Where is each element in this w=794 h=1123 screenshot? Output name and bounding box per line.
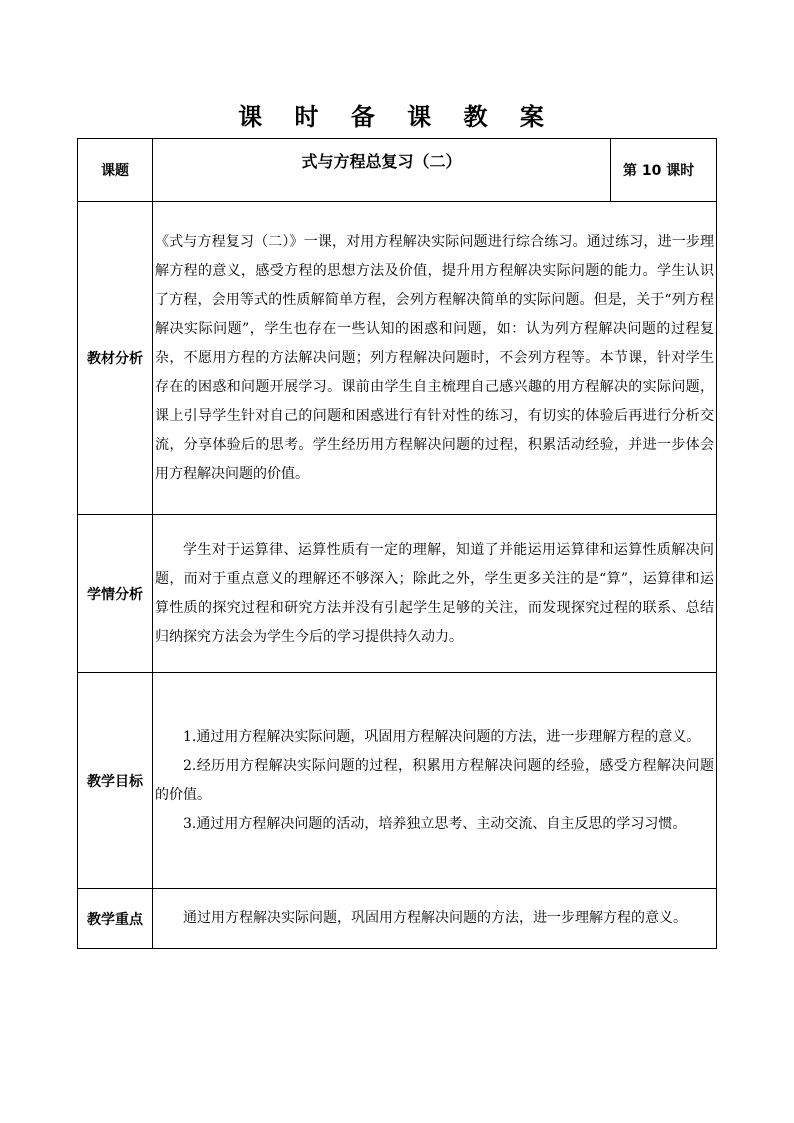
student-analysis-row	[78, 515, 717, 673]
teaching-goal-item: 3.通过用方程解决问题的活动，培养独立思考、主动交流、自主反思的学习习惯。	[183, 815, 687, 832]
topic-value: 式与方程总复习（二）	[153, 139, 611, 202]
material-analysis-row	[78, 202, 717, 515]
teaching-focus-label: 教学重点	[78, 889, 153, 949]
teaching-goals-label: 教学目标	[78, 673, 153, 889]
lesson-plan-table	[77, 138, 717, 949]
topic-row	[78, 139, 717, 202]
teaching-focus-text	[153, 889, 717, 949]
topic-label: 课题	[78, 139, 153, 202]
student-analysis-text	[153, 515, 717, 673]
student-analysis-paragraph: 学生对于运算律、运算性质有一定的理解，知道了并能运用运算律和运算性质解决问题，而对于重点意义的理解还不够深入；除此之外，学生更多关注的是“算”，运算律和运算性质的探究过程和研究方法并没有引起学生足够的关注，而发现探究过程的联系、总结归纳探究方法会为学生今后的学习提供持久动力。	[155, 541, 714, 645]
period-value: 第 10 课时	[611, 139, 717, 202]
teaching-focus-row	[78, 889, 717, 949]
student-analysis-label: 学情分析	[78, 515, 153, 673]
material-analysis-paragraph: 《式与方程复习（二）》一课，对用方程解决实际问题进行综合练习。通过练习，进一步理解方程的意义，感受方程的思想方法及价值，提升用方程解决实际问题的能力。学生认识了方程，会用等式的性质解简单方程，会列方程解决简单的实际问题。但是，关于“列方程解决实际问题”，学生也存在一些认知的困惑和问题，如：认为列方程解决问题的过程复杂，不愿用方程的方法解决问题；列方程解决问题时，不会列方程等。本节课，针对学生存在的困惑和问题开展学习。课前由学生自主梳理自己感兴趣的用方程解决的实际问题，课上引导学生针对自己的问题和困惑进行有针对性的练习，有切实的体验后再进行分析交流，分享体验后的思考。学生经历用方程解决问题的过程，积累活动经验，并进一步体会用方程解决问题的价值。	[155, 233, 714, 482]
document-title: 课 时 备 课 教 案	[238, 103, 556, 131]
teaching-focus-paragraph: 通过用方程解决实际问题，巩固用方程解决问题的方法，进一步理解方程的意义。	[183, 910, 687, 926]
teaching-goals-row	[78, 673, 717, 889]
material-analysis-text	[153, 202, 717, 515]
teaching-goals-text	[153, 673, 717, 889]
teaching-goal-item: 1.通过用方程解决实际问题，巩固用方程解决问题的方法，进一步理解方程的意义。	[183, 728, 701, 745]
material-analysis-label: 教材分析	[78, 202, 153, 515]
teaching-goal-item: 2.经历用方程解决实际问题的过程，积累用方程解决问题的经验，感受方程解决问题的价值。	[155, 757, 714, 803]
